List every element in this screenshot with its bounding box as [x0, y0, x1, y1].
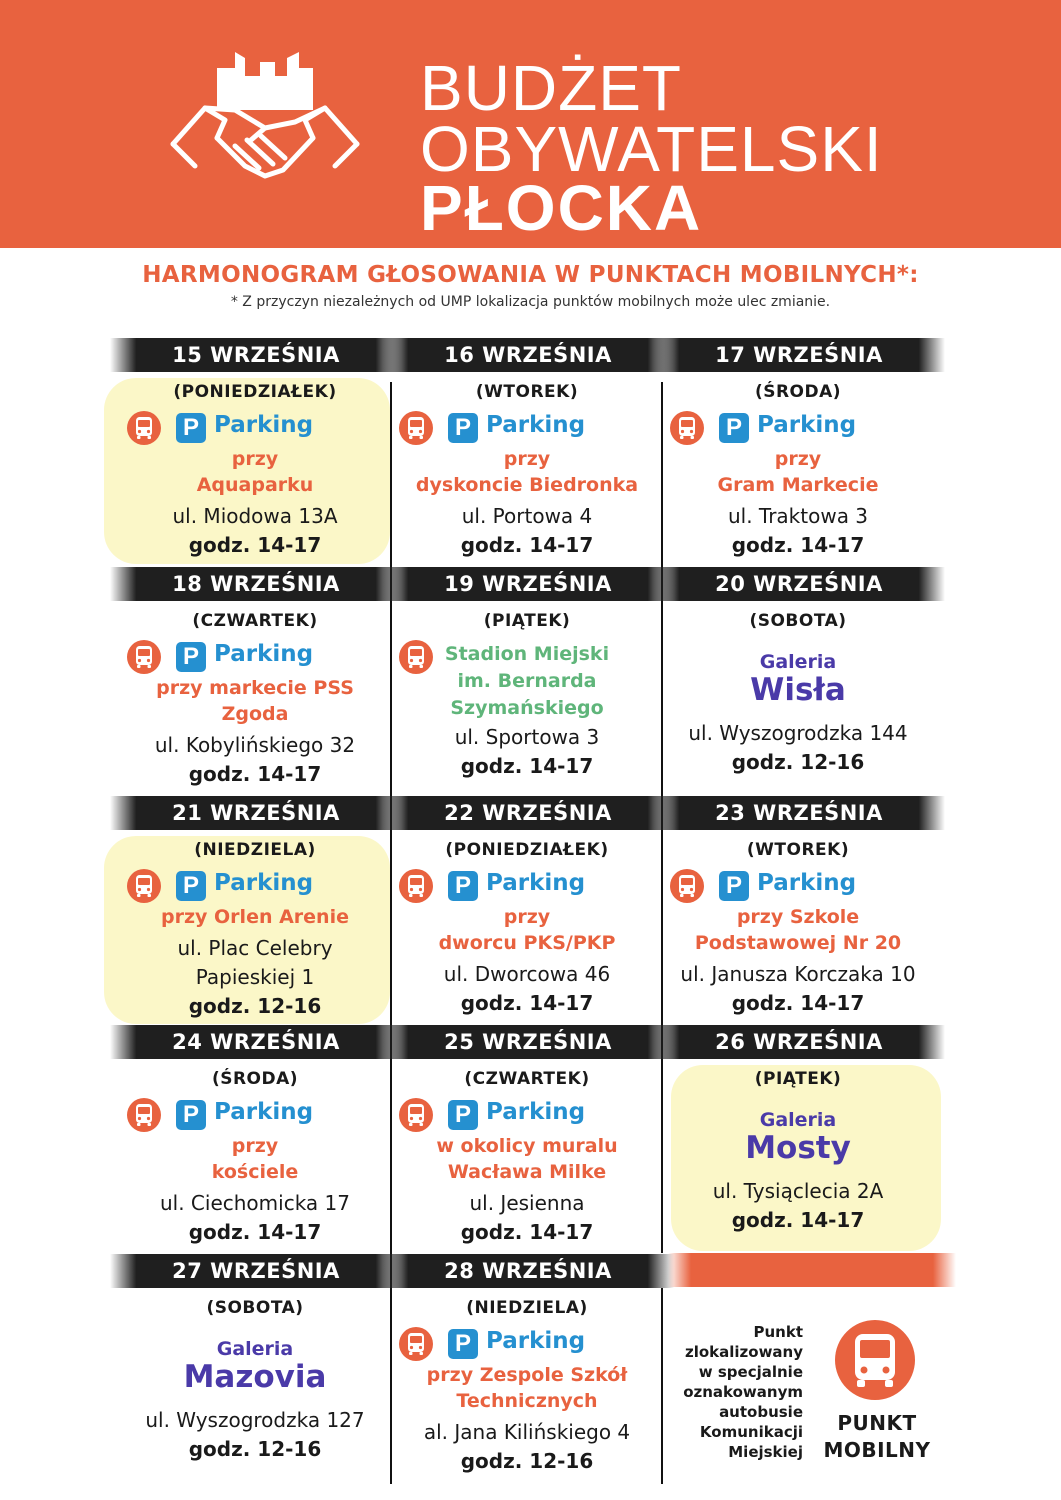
- date-label: 20 WRZEŚNIA: [715, 572, 883, 596]
- parking-label: Parking: [486, 870, 586, 896]
- parking-icon: P: [176, 413, 206, 443]
- date-bar: [382, 1025, 674, 1059]
- schedule-entry: [392, 1254, 662, 1483]
- legend-text-line: oznakowanym: [683, 1383, 803, 1401]
- date-bar: [382, 338, 674, 372]
- schedule-entry: [663, 338, 933, 567]
- date-bar: [110, 796, 402, 830]
- parking-icon: P: [448, 1100, 478, 1130]
- legend-accent-bar: [668, 1253, 956, 1287]
- location-line: Mosty: [745, 1130, 851, 1166]
- parking-row: [392, 1326, 662, 1362]
- location-line: przy Orlen Arenie: [161, 906, 349, 928]
- location-line: Technicznych: [456, 1390, 598, 1412]
- date-bar: [653, 1025, 945, 1059]
- parking-icon: P: [448, 871, 478, 901]
- location-line: w okolicy muralu: [436, 1135, 618, 1157]
- date-bar: [382, 567, 674, 601]
- weekday-label: (WTOREK): [475, 382, 579, 402]
- hours-line: godz. 14-17: [460, 991, 594, 1015]
- date-bar: [653, 567, 945, 601]
- parking-label: Parking: [214, 412, 314, 438]
- parking-icon: P: [176, 871, 206, 901]
- date-bar: [110, 1254, 402, 1288]
- legend-text-line: w specjalnie: [698, 1363, 803, 1381]
- date-bar: [653, 338, 945, 372]
- hours-line: godz. 12-16: [188, 1437, 322, 1461]
- bus-icon: [669, 410, 705, 446]
- hours-line: godz. 14-17: [731, 991, 865, 1015]
- parking-icon: P: [719, 871, 749, 901]
- location-line: przy Szkole: [736, 906, 860, 928]
- hours-line: godz. 14-17: [188, 1220, 322, 1244]
- address-line-2: Papieskiej 1: [195, 965, 315, 989]
- parking-label: Parking: [214, 641, 314, 667]
- location-line: im. Bernarda: [457, 670, 597, 692]
- location-line: Galeria: [216, 1338, 294, 1360]
- address-line: ul. Portowa 4: [461, 504, 593, 528]
- header-banner: [0, 0, 1061, 248]
- location-line: Wacława Milke: [447, 1161, 607, 1183]
- bus-icon: [669, 868, 705, 904]
- address-line: ul. Janusza Korczaka 10: [680, 962, 916, 986]
- hours-line: godz. 12-16: [460, 1449, 594, 1473]
- address-line: ul. Plac Celebry: [177, 936, 333, 960]
- location-line: Aquaparku: [196, 474, 314, 496]
- title-line-2: OBYWATELSKI: [420, 113, 883, 185]
- parking-row: [392, 410, 662, 446]
- legend-text-line: zlokalizowany: [684, 1343, 803, 1361]
- legend-label: [812, 1410, 942, 1464]
- date-bar: [382, 1254, 674, 1288]
- bus-icon: [833, 1318, 917, 1402]
- schedule-entry: [120, 796, 390, 1025]
- location-line: Szymańskiego: [450, 697, 604, 719]
- date-label: 18 WRZEŚNIA: [172, 572, 340, 596]
- location-line: dworcu PKS/PKP: [438, 932, 616, 954]
- schedule-entry: [120, 567, 390, 796]
- hours-line: godz. 14-17: [460, 1220, 594, 1244]
- date-label: 26 WRZEŚNIA: [715, 1030, 883, 1054]
- legend-description: [660, 1322, 803, 1462]
- location-line: Mazovia: [183, 1359, 327, 1395]
- weekday-label: (CZWARTEK): [192, 611, 318, 631]
- location-line: kościele: [211, 1161, 299, 1183]
- date-label: 19 WRZEŚNIA: [444, 572, 612, 596]
- weekday-label: (PONIEDZIAŁEK): [173, 382, 337, 402]
- bus-icon: [398, 1097, 434, 1133]
- schedule-entry: [120, 1254, 390, 1483]
- parking-label: Parking: [486, 1328, 586, 1354]
- address-line: ul. Tysiąclecia 2A: [712, 1179, 884, 1203]
- schedule-entry: [392, 796, 662, 1025]
- parking-label: Parking: [214, 870, 314, 896]
- date-bar: [110, 1025, 402, 1059]
- legend-text-line: Miejskiej: [728, 1443, 803, 1461]
- location-line: Gram Markecie: [717, 474, 879, 496]
- legend-text-line: autobusie: [719, 1403, 803, 1421]
- date-label: 22 WRZEŚNIA: [444, 801, 612, 825]
- date-label: 15 WRZEŚNIA: [172, 343, 340, 367]
- parking-icon: P: [176, 1100, 206, 1130]
- parking-label: Parking: [757, 412, 857, 438]
- parking-icon: P: [448, 1329, 478, 1359]
- bus-icon: [398, 868, 434, 904]
- address-line: ul. Wyszogrodzka 144: [688, 721, 908, 745]
- hours-line: godz. 14-17: [188, 762, 322, 786]
- title-line-3: PŁOCKA: [420, 172, 703, 244]
- legend-label-line-1: PUNKT: [837, 1411, 917, 1435]
- schedule-entry: [120, 338, 390, 567]
- parking-label: Parking: [214, 1099, 314, 1125]
- parking-row: [392, 868, 662, 904]
- location-line: przy: [503, 906, 551, 928]
- bus-icon: [126, 639, 162, 675]
- legend-label-line-2: MOBILNY: [823, 1438, 931, 1462]
- address-line: ul. Sportowa 3: [454, 725, 600, 749]
- weekday-label: (NIEDZIELA): [466, 1298, 588, 1318]
- castle-handshake-logo-icon: [165, 48, 365, 208]
- bus-icon: [126, 868, 162, 904]
- weekday-label: (SOBOTA): [206, 1298, 304, 1318]
- weekday-label: (PIĄTEK): [754, 1069, 842, 1089]
- parking-row: [663, 868, 933, 904]
- date-label: 24 WRZEŚNIA: [172, 1030, 340, 1054]
- date-bar: [110, 567, 402, 601]
- location-line: przy markecie PSS: [156, 677, 354, 699]
- parking-row: [120, 639, 390, 675]
- date-label: 16 WRZEŚNIA: [444, 343, 612, 367]
- title-line-1: BUDŻET: [420, 52, 682, 124]
- location-line: Zgoda: [221, 703, 289, 725]
- location-line: przy: [503, 448, 551, 470]
- schedule-entry: [120, 1025, 390, 1254]
- schedule-entry: [663, 796, 933, 1025]
- location-line: Galeria: [759, 651, 837, 673]
- hours-line: godz. 14-17: [188, 533, 322, 557]
- parking-row: [120, 868, 390, 904]
- parking-row: [663, 410, 933, 446]
- location-line: przy Zespole Szkół: [426, 1364, 628, 1386]
- bus-icon: [398, 410, 434, 446]
- parking-row: [392, 1097, 662, 1133]
- address-line: al. Jana Kilińskiego 4: [423, 1420, 631, 1444]
- date-label: 17 WRZEŚNIA: [715, 343, 883, 367]
- parking-label: Parking: [757, 870, 857, 896]
- location-line: Wisła: [750, 672, 846, 708]
- bus-icon: [398, 1326, 434, 1362]
- schedule-heading: HARMONOGRAM GŁOSOWANIA W PUNKTACH MOBILNYCH*:: [142, 262, 919, 288]
- weekday-label: (SOBOTA): [749, 611, 847, 631]
- date-bar: [653, 796, 945, 830]
- schedule-entry: [663, 567, 933, 796]
- weekday-label: (PONIEDZIAŁEK): [445, 840, 609, 860]
- hours-line: godz. 14-17: [731, 1208, 865, 1232]
- hours-line: godz. 14-17: [731, 533, 865, 557]
- weekday-label: (PIĄTEK): [483, 611, 571, 631]
- weekday-label: (CZWARTEK): [464, 1069, 590, 1089]
- location-line: Stadion Miejski: [444, 643, 610, 665]
- location-line: dyskoncie Biedronka: [415, 474, 639, 496]
- date-bar: [382, 796, 674, 830]
- hours-line: godz. 12-16: [731, 750, 865, 774]
- legend-text-line: Komunikacji: [699, 1423, 803, 1441]
- schedule-grid: [120, 338, 950, 1488]
- bus-icon: [126, 410, 162, 446]
- address-line: ul. Ciechomicka 17: [159, 1191, 350, 1215]
- location-line: Galeria: [759, 1109, 837, 1131]
- hours-line: godz. 14-17: [460, 754, 594, 778]
- hours-line: godz. 12-16: [188, 994, 322, 1018]
- parking-label: Parking: [486, 412, 586, 438]
- parking-label: Parking: [486, 1099, 586, 1125]
- parking-icon: P: [176, 642, 206, 672]
- schedule-entry: [392, 338, 662, 567]
- date-label: 27 WRZEŚNIA: [172, 1259, 340, 1283]
- address-line: ul. Kobylińskiego 32: [154, 733, 356, 757]
- parking-row: [120, 1097, 390, 1133]
- schedule-entry: [663, 1025, 933, 1254]
- location-line: Podstawowej Nr 20: [694, 932, 902, 954]
- address-line: ul. Wyszogrodzka 127: [145, 1408, 365, 1432]
- weekday-label: (NIEDZIELA): [194, 840, 316, 860]
- location-line: przy: [774, 448, 822, 470]
- location-line: przy: [231, 448, 279, 470]
- date-label: 28 WRZEŚNIA: [444, 1259, 612, 1283]
- date-label: 21 WRZEŚNIA: [172, 801, 340, 825]
- disclaimer-note: * Z przyczyn niezależnych od UMP lokalizacja punktów mobilnych może ulec zmianie.: [230, 294, 831, 310]
- schedule-entry: [392, 567, 662, 796]
- weekday-label: (ŚRODA): [754, 382, 842, 402]
- address-line: ul. Traktowa 3: [727, 504, 869, 528]
- parking-icon: P: [448, 413, 478, 443]
- hours-line: godz. 14-17: [460, 533, 594, 557]
- address-line: ul. Miodowa 13A: [172, 504, 338, 528]
- date-label: 25 WRZEŚNIA: [444, 1030, 612, 1054]
- weekday-label: (ŚRODA): [211, 1069, 299, 1089]
- weekday-label: (WTOREK): [746, 840, 850, 860]
- address-line: ul. Jesienna: [469, 1191, 585, 1215]
- date-label: 23 WRZEŚNIA: [715, 801, 883, 825]
- legend-text-line: Punkt: [753, 1323, 803, 1341]
- date-bar: [110, 338, 402, 372]
- location-line: przy: [231, 1135, 279, 1157]
- address-line: ul. Dworcowa 46: [443, 962, 611, 986]
- bus-icon: [126, 1097, 162, 1133]
- schedule-entry: [392, 1025, 662, 1254]
- parking-row: [120, 410, 390, 446]
- parking-icon: P: [719, 413, 749, 443]
